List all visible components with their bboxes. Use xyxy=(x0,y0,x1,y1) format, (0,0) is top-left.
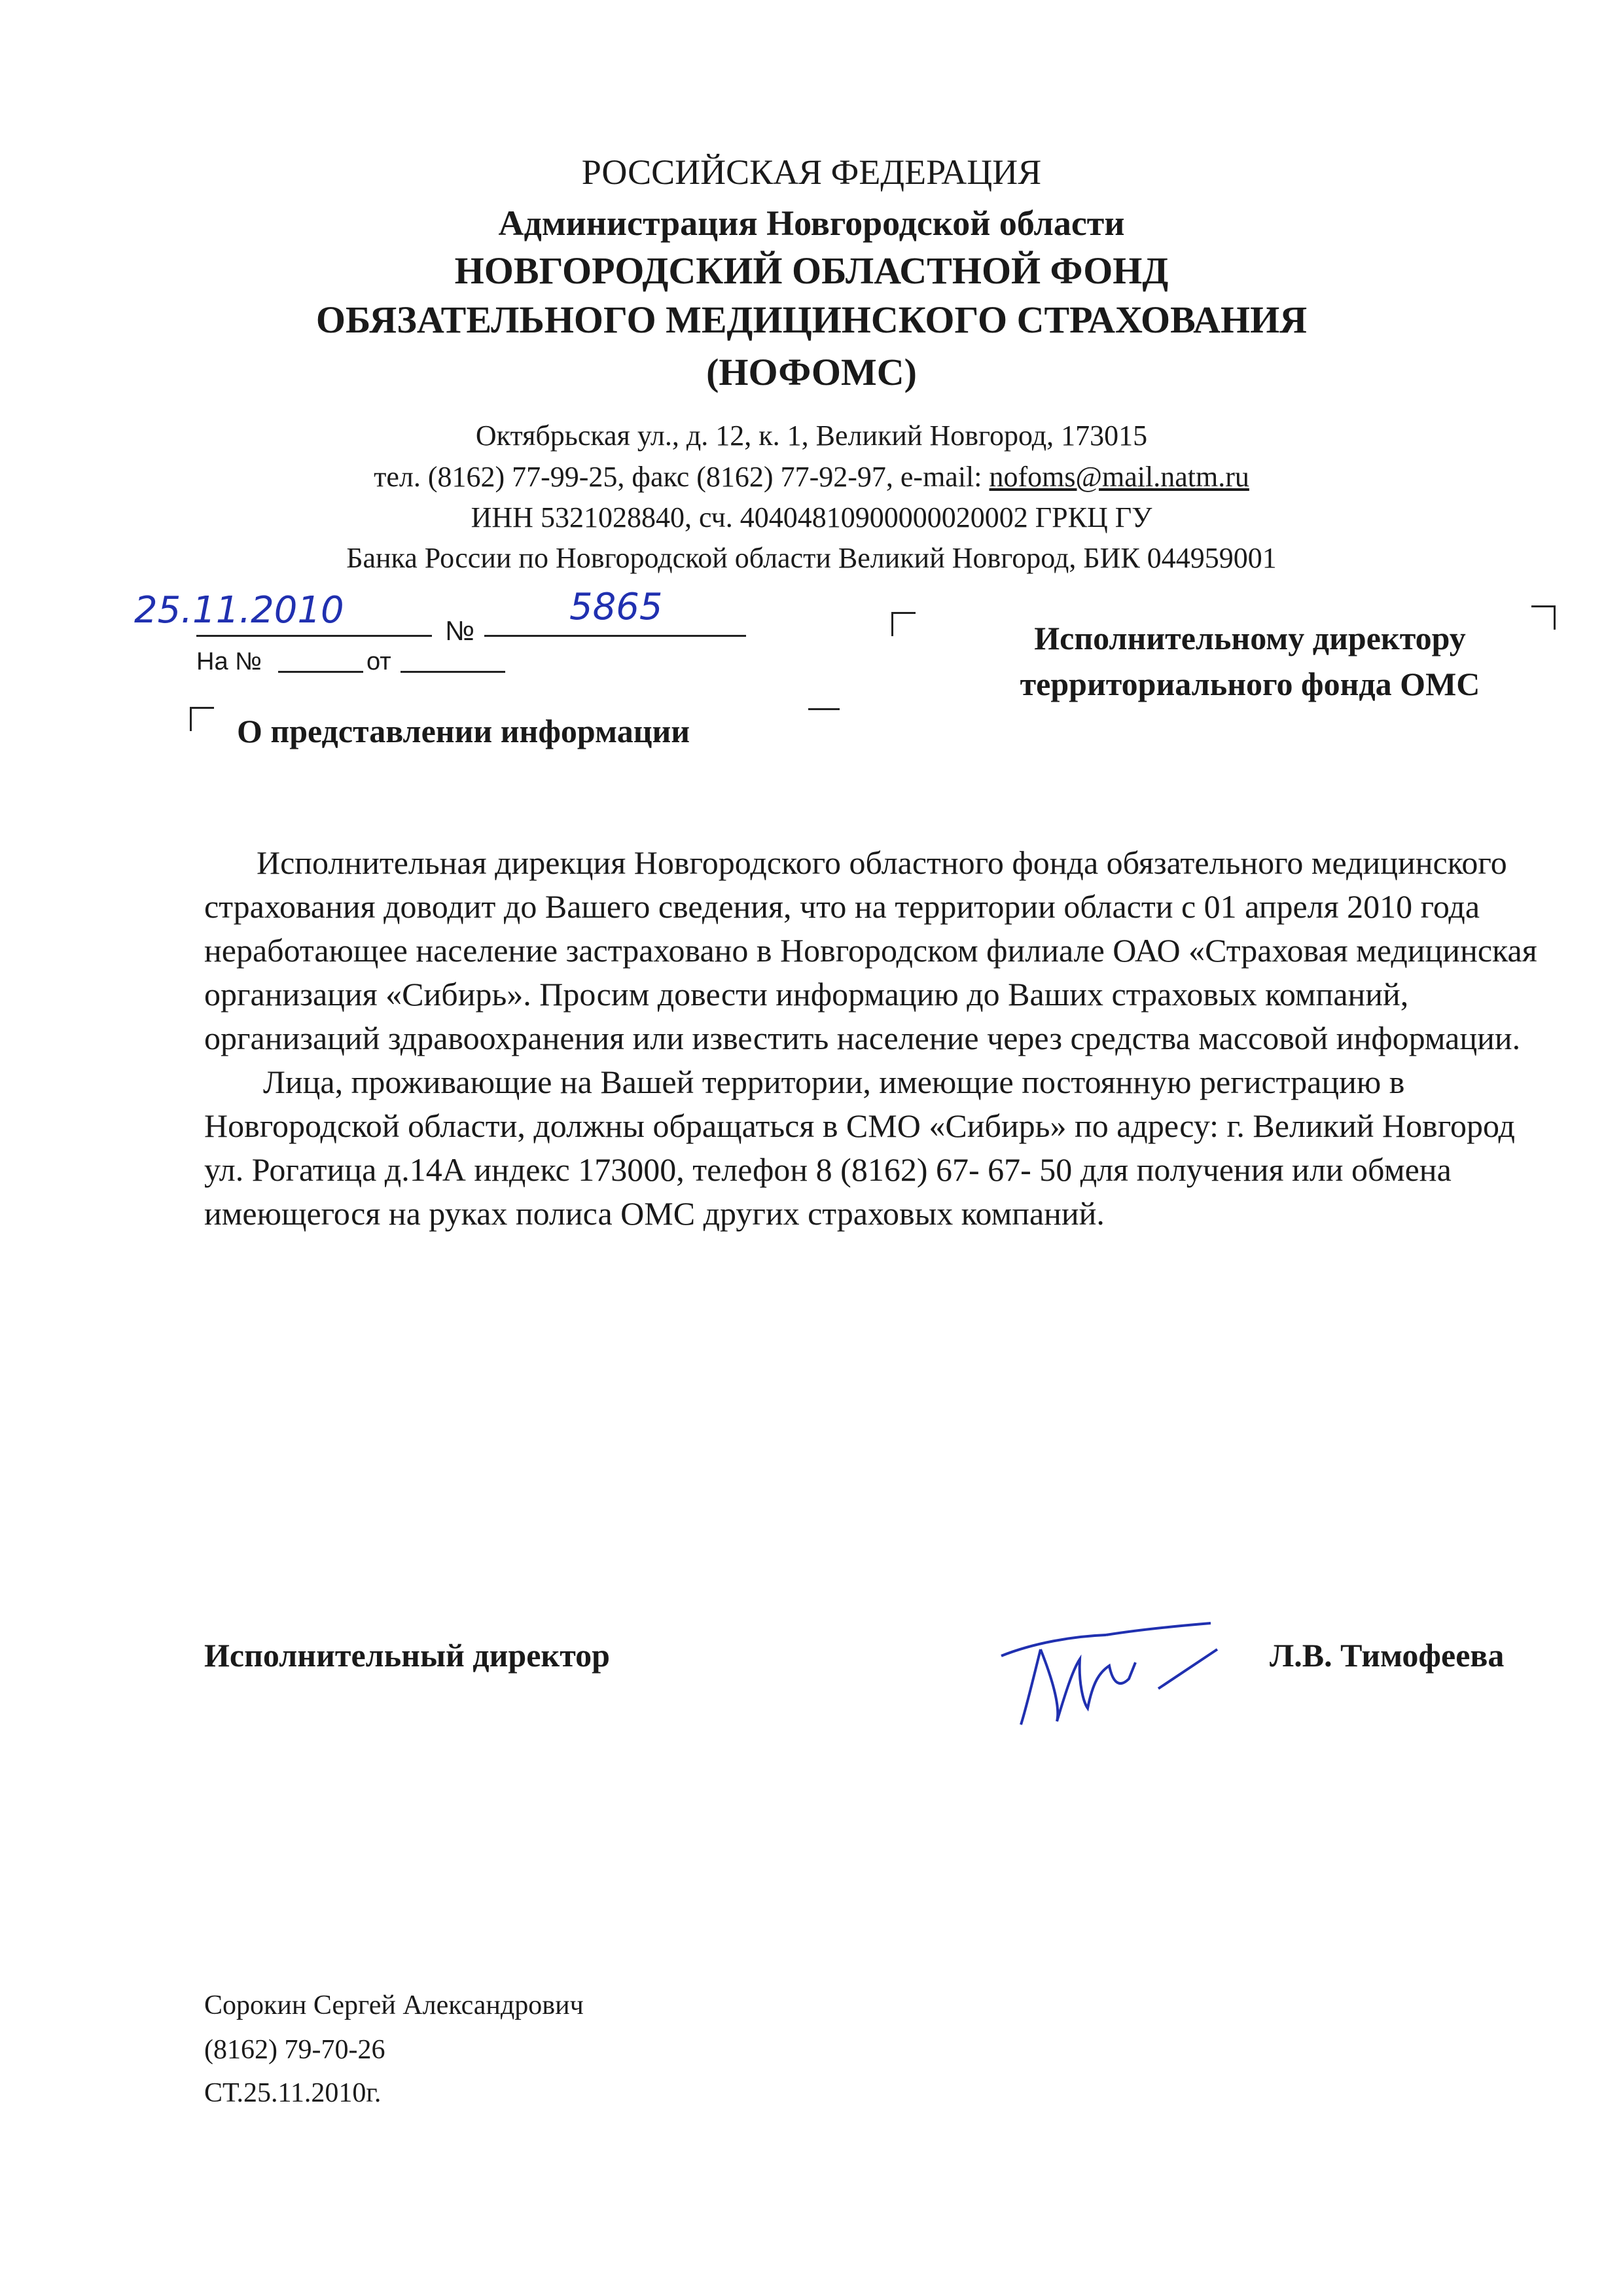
fund-name-line1: НОВГОРОДСКИЙ ОБЛАСТНОЙ ФОНД xyxy=(454,249,1169,292)
reference-from-label: от xyxy=(366,648,391,675)
country-heading: РОССИЙСКАЯ ФЕДЕРАЦИЯ xyxy=(581,152,1042,192)
contacts-prefix: тел. (8162) 77-99-25, факс (8162) 77-92-97, e-mail: xyxy=(374,461,990,493)
number-label: № xyxy=(445,615,475,646)
administration-heading: Администрация Новгородской области xyxy=(498,204,1125,243)
body-paragraph-1: Исполнительная дирекция Новгородского областного фонда обязательного медицинского страхования доводит до Вашего сведения, что на территории области с 01 апреля 2010 года неработающее население застраховано в Новгородском филиале ОАО «Страховая медицинская организация «Сибирь». Просим довести информацию до Ваших страховых компаний, организаций здравоохранения или известить население через средства массовой информации. xyxy=(204,844,1537,1056)
bank-line-1: ИНН 5321028840, сч. 40404810900000020002 ГРКЦ ГУ xyxy=(471,501,1152,533)
subject-corner-right xyxy=(808,708,840,710)
ref-date-blank xyxy=(401,671,505,673)
email-link[interactable]: nofoms@mail.natm.ru xyxy=(989,461,1249,493)
executor-phone: (8162) 79-70-26 xyxy=(204,2035,385,2065)
number-underline xyxy=(484,635,746,637)
subject-corner-left xyxy=(190,707,214,731)
subject-line: О представлении информации xyxy=(237,713,690,749)
signatory-title: Исполнительный директор xyxy=(204,1637,610,1674)
recipient-line2: территориального фонда ОМС xyxy=(1020,666,1480,702)
handwritten-signature xyxy=(995,1610,1230,1754)
handwritten-date: 25.11.2010 xyxy=(134,589,344,632)
handwritten-number: 5865 xyxy=(569,586,663,628)
address-line: Октябрьская ул., д. 12, к. 1, Великий Новгород, 173015 xyxy=(475,420,1148,452)
ref-number-blank xyxy=(278,671,363,673)
letter-body xyxy=(204,841,1539,1236)
date-underline xyxy=(196,635,432,637)
recipient-line1: Исполнительному директору xyxy=(1034,620,1466,656)
document-code-date: СТ.25.11.2010г. xyxy=(204,2078,382,2108)
bank-line-2: Банка России по Новгородской области Великий Новгород, БИК 044959001 xyxy=(346,542,1277,574)
fund-name-line2: ОБЯЗАТЕЛЬНОГО МЕДИЦИНСКОГО СТРАХОВАНИЯ xyxy=(315,298,1308,341)
body-paragraph-2: Лица, проживающие на Вашей территории, имеющие постоянную регистрацию в Новгородской области, должны обращаться в СМО «Сибирь» по адресу: г. Великий Новгород ул. Рогатица д.14А индекс 173000, телефон 8 (8162) 67- 67- 50 для получения или обмена имеющегося на руках полиса ОМС других страховых компаний. xyxy=(204,1064,1515,1232)
reference-number-label: На № xyxy=(196,648,262,675)
executor-name: Сорокин Сергей Александрович xyxy=(204,1990,584,2020)
signatory-name: Л.В. Тимофеева xyxy=(1270,1637,1505,1674)
contacts-line xyxy=(0,460,1623,493)
fund-abbreviation: (НОФОМС) xyxy=(706,351,917,393)
